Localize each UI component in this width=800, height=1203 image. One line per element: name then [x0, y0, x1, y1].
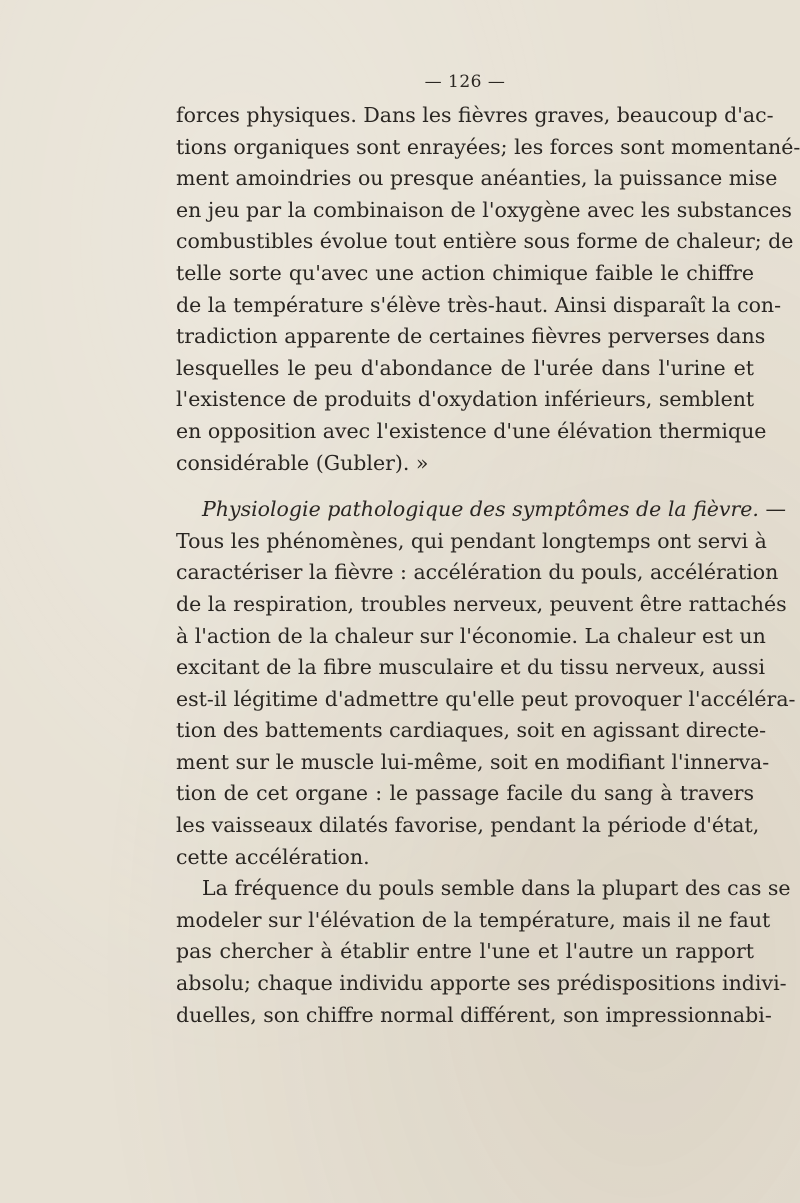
text-line: caractériser la fièvre : accélération du pouls, accélération	[176, 560, 779, 585]
text-line: de la respiration, troubles nerveux, peuvent être rattachés	[176, 591, 787, 616]
text-line: telle sorte qu'avec une action chimique faible le chiffre	[176, 260, 754, 285]
text-line: en jeu par la combinaison de l'oxygène avec les substances	[176, 197, 792, 222]
text-line: en opposition avec l'existence d'une élévation thermique	[176, 418, 767, 443]
body-text	[176, 100, 800, 1031]
text-line: à l'action de la chaleur sur l'économie. La chaleur est un	[176, 623, 766, 648]
section-heading: Physiologie pathologique des symptômes de la fièvre.	[202, 497, 759, 522]
paragraph-gap	[176, 479, 754, 494]
text-line: ment sur le muscle lui-même, soit en modifiant l'innerva-	[176, 749, 770, 774]
section-heading-line	[176, 494, 786, 526]
text-line: tion des battements cardiaques, soit en agissant directe-	[176, 718, 767, 743]
text-line: les vaisseaux dilatés favorise, pendant la période d'état,	[176, 813, 760, 838]
paragraph-2	[176, 494, 796, 873]
text-line: duelles, son chiffre normal différent, son impressionnabi-	[176, 1002, 772, 1027]
text-line: lesquelles le peu d'abondance de l'urée dans l'urine et	[176, 355, 754, 380]
text-line: cette accélération.	[176, 844, 370, 869]
text-line: tions organiques sont enrayées; les forces sont momentané-	[176, 134, 800, 159]
text-line: combustibles évolue tout entière sous forme de chaleur; de	[176, 229, 794, 254]
paragraph-3	[176, 873, 791, 1031]
heading-dash: —	[758, 497, 786, 522]
text-line: modeler sur l'élévation de la température, mais il ne faut	[176, 907, 771, 932]
text-line: l'existence de produits d'oxydation inférieurs, semblent	[176, 387, 755, 412]
text-line: La fréquence du pouls semble dans la plupart des cas se	[202, 876, 791, 901]
text-line: de la température s'élève très-haut. Ainsi disparaît la con-	[176, 292, 782, 317]
text-line: est-il légitime d'admettre qu'elle peut provoquer l'accéléra-	[176, 686, 796, 711]
text-line: forces physiques. Dans les fièvres graves, beaucoup d'ac-	[176, 103, 774, 127]
text-line: Tous les phénomènes, qui pendant longtemps ont servi à	[176, 528, 767, 553]
text-line: considérable (Gubler). »	[176, 450, 429, 475]
text-line: excitant de la fibre musculaire et du tissu nerveux, aussi	[176, 655, 766, 680]
text-line: tradiction apparente de certaines fièvres perverses dans	[176, 324, 766, 349]
text-line: tion de cet organe : le passage facile du sang à travers	[176, 781, 754, 806]
text-line: ment amoindries ou presque anéanties, la puissance mise	[176, 166, 778, 191]
text-line: absolu; chaque individu apporte ses prédispositions indivi-	[176, 971, 787, 996]
paragraph-1	[176, 100, 800, 479]
text-line: pas chercher à établir entre l'une et l'autre un rapport	[176, 939, 754, 964]
page-number: — 126 —	[424, 72, 506, 92]
